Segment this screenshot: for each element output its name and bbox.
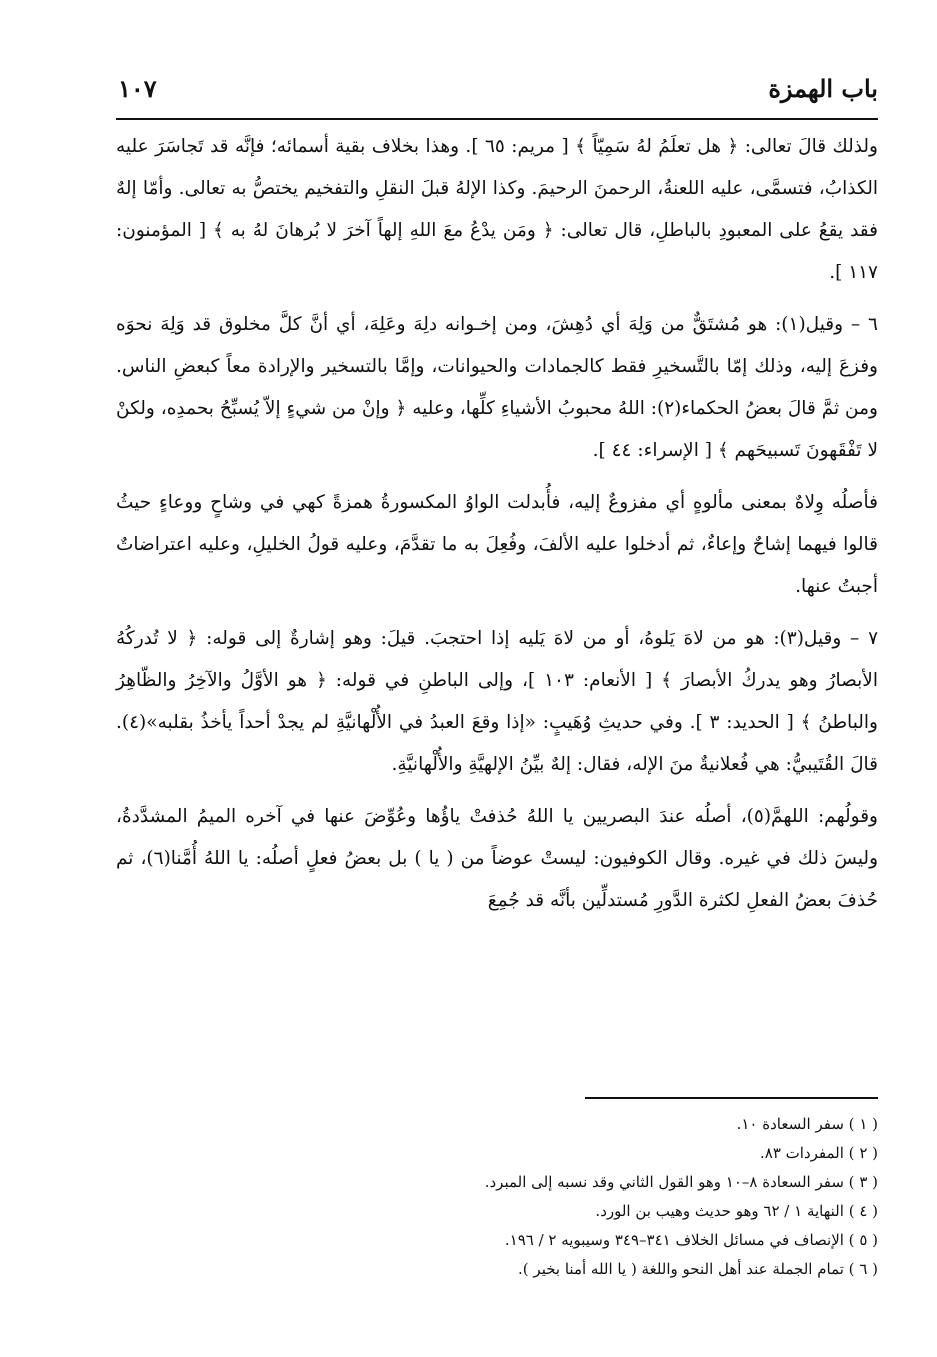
main-text xyxy=(116,126,878,922)
page-number: ١٠٧ xyxy=(118,74,157,103)
footnote: ( ١ ) سفر السعادة ١٠. xyxy=(736,1115,878,1133)
paragraph: فأصلُه وِلاهٌ بمعنى مألوهٍ أي مفزوعٌ إليه، فأُبدلت الواوُ المكسورةُ همزةً كهي في وشاحٍ ووعاءٍ حيثُ قالوا فيهما إشاحٌ وإعاءٌ، ثم أدخلوا عليه الألفَ، وفُعِلَ به ما تقدَّمَ، وعليه قولُ الخليلِ، وعليه اعتراضاتٌ أجبتُ عنها. xyxy=(116,492,878,597)
paragraph: ٦ – وقيل(١): هو مُشتَقٌّ من وَلِهَ أي دُهِشَ، ومن إخـوانه دلِهَ وعَلِهَ، أي أنَّ كلَّ مخلوق قد وَلِهَ نحوَه وفزعَ إليه، وذلك إمّا بالتَّسخيرِ فقط كالجمادات والحيوانات، وإمَّا بالتسخير والإرادة معاً كبعضِ الناس. ومن ثمَّ قالَ بعضُ الحكماء(٢): اللهُ محبوبُ الأشياءِ كلِّها، وعليه ﴿ وإنْ من شيءٍ إلاّ يُسبِّحُ بحمدِه، ولكنْ لا تَفْقَهونَ تَسبيحَهم ﴾ [ الإسراء: ٤٤ ]. xyxy=(116,314,878,461)
paragraph: وقولُهم: اللهمَّ(٥)، أصلُه عندَ البصريين يا اللهُ حُذفتْ ياؤُها وعُوِّضَ عنها في آخره الميمُ المشدَّدةُ، وليسَ ذلك في غيره. وقال الكوفيون: ليستْ عوضاً من ( يا ) بل بعضُ فعلٍ أصلُه: يا اللهُ أُمَّنا(٦)، ثم حُذفَ بعضُ الفعلِ لكثرة الدَّورِ مُستدلِّين بأنَّه قد جُمِعَ xyxy=(116,806,879,911)
paragraph: ٧ – وقيل(٣): هو من لاهَ يَلوهُ، أو من لاهَ يَليه إذا احتجبَ. قيلَ: وهو إشارةٌ إلى قوله: ﴿ لا تُدركُهُ الأبصارُ وهو يدركُ الأبصارَ ﴾ [ الأنعام: ١٠٣ ]، وإلى الباطنِ في قوله: ﴿ هو الأوَّلُ والآخِرُ والظّاهِرُ والباطنُ ﴾ [ الحديد: ٣ ]. وفي حديثِ وُهَيبٍ: «إذا وقعَ العبدُ في الأُلْهانيَّةِ لم يجدْ أحداً يأخذُ بقلبه»(٤). قالَ القُتَيبيُّ: هي فُعلانيةٌ منَ الإله، فقال: إلهٌ بيِّنُ الإلهيَّةِ والأُلْهانيَّةِ. xyxy=(116,628,878,775)
page-header xyxy=(118,74,878,114)
footnote: ( ٢ ) المفردات ٨٣. xyxy=(760,1144,878,1162)
chapter-title: باب الهمزة xyxy=(768,74,878,103)
header-divider xyxy=(116,118,878,120)
footnotes xyxy=(300,1110,878,1284)
paragraph: ولذلك قالَ تعالى: ﴿ هل تعلَمُ لهُ سَمِيّاً ﴾ [ مريم: ٦٥ ]. وهذا بخلاف بقية أسمائه؛ فإنَّه قد تَجاسَرَ عليه الكذابُ، فتسمَّى، عليه اللعنةُ، الرحمنَ الرحيمَ. وكذا الإلهُ قبلَ النقلِ والتفخيم يختصُّ به تعالى. وأمّا إلهٌ فقد يقعُ على المعبودِ بالباطلِ، قال تعالى: ﴿ ومَن يدْعُ معَ اللهِ إلهاً آخرَ لا بُرهانَ لهُ به ﴾ [ المؤمنون: ١١٧ ]. xyxy=(116,136,878,283)
footnote: ( ٥ ) الإنصاف في مسائل الخلاف ٣٤١–٣٤٩ وسيبويه ٢ / ١٩٦. xyxy=(504,1231,878,1249)
footnote: ( ٦ ) تمام الجملة عند أهل النحو واللغة ( يا الله أمنا بخير ). xyxy=(518,1260,878,1278)
footnote: ( ٤ ) النهاية ١ / ٦٢ وهو حديث وهيب بن الورد. xyxy=(595,1202,878,1220)
footnote: ( ٣ ) سفر السعادة ٨–١٠ وهو القول الثاني وقد نسبه إلى المبرد. xyxy=(484,1173,878,1191)
footnote-divider xyxy=(585,1097,878,1099)
